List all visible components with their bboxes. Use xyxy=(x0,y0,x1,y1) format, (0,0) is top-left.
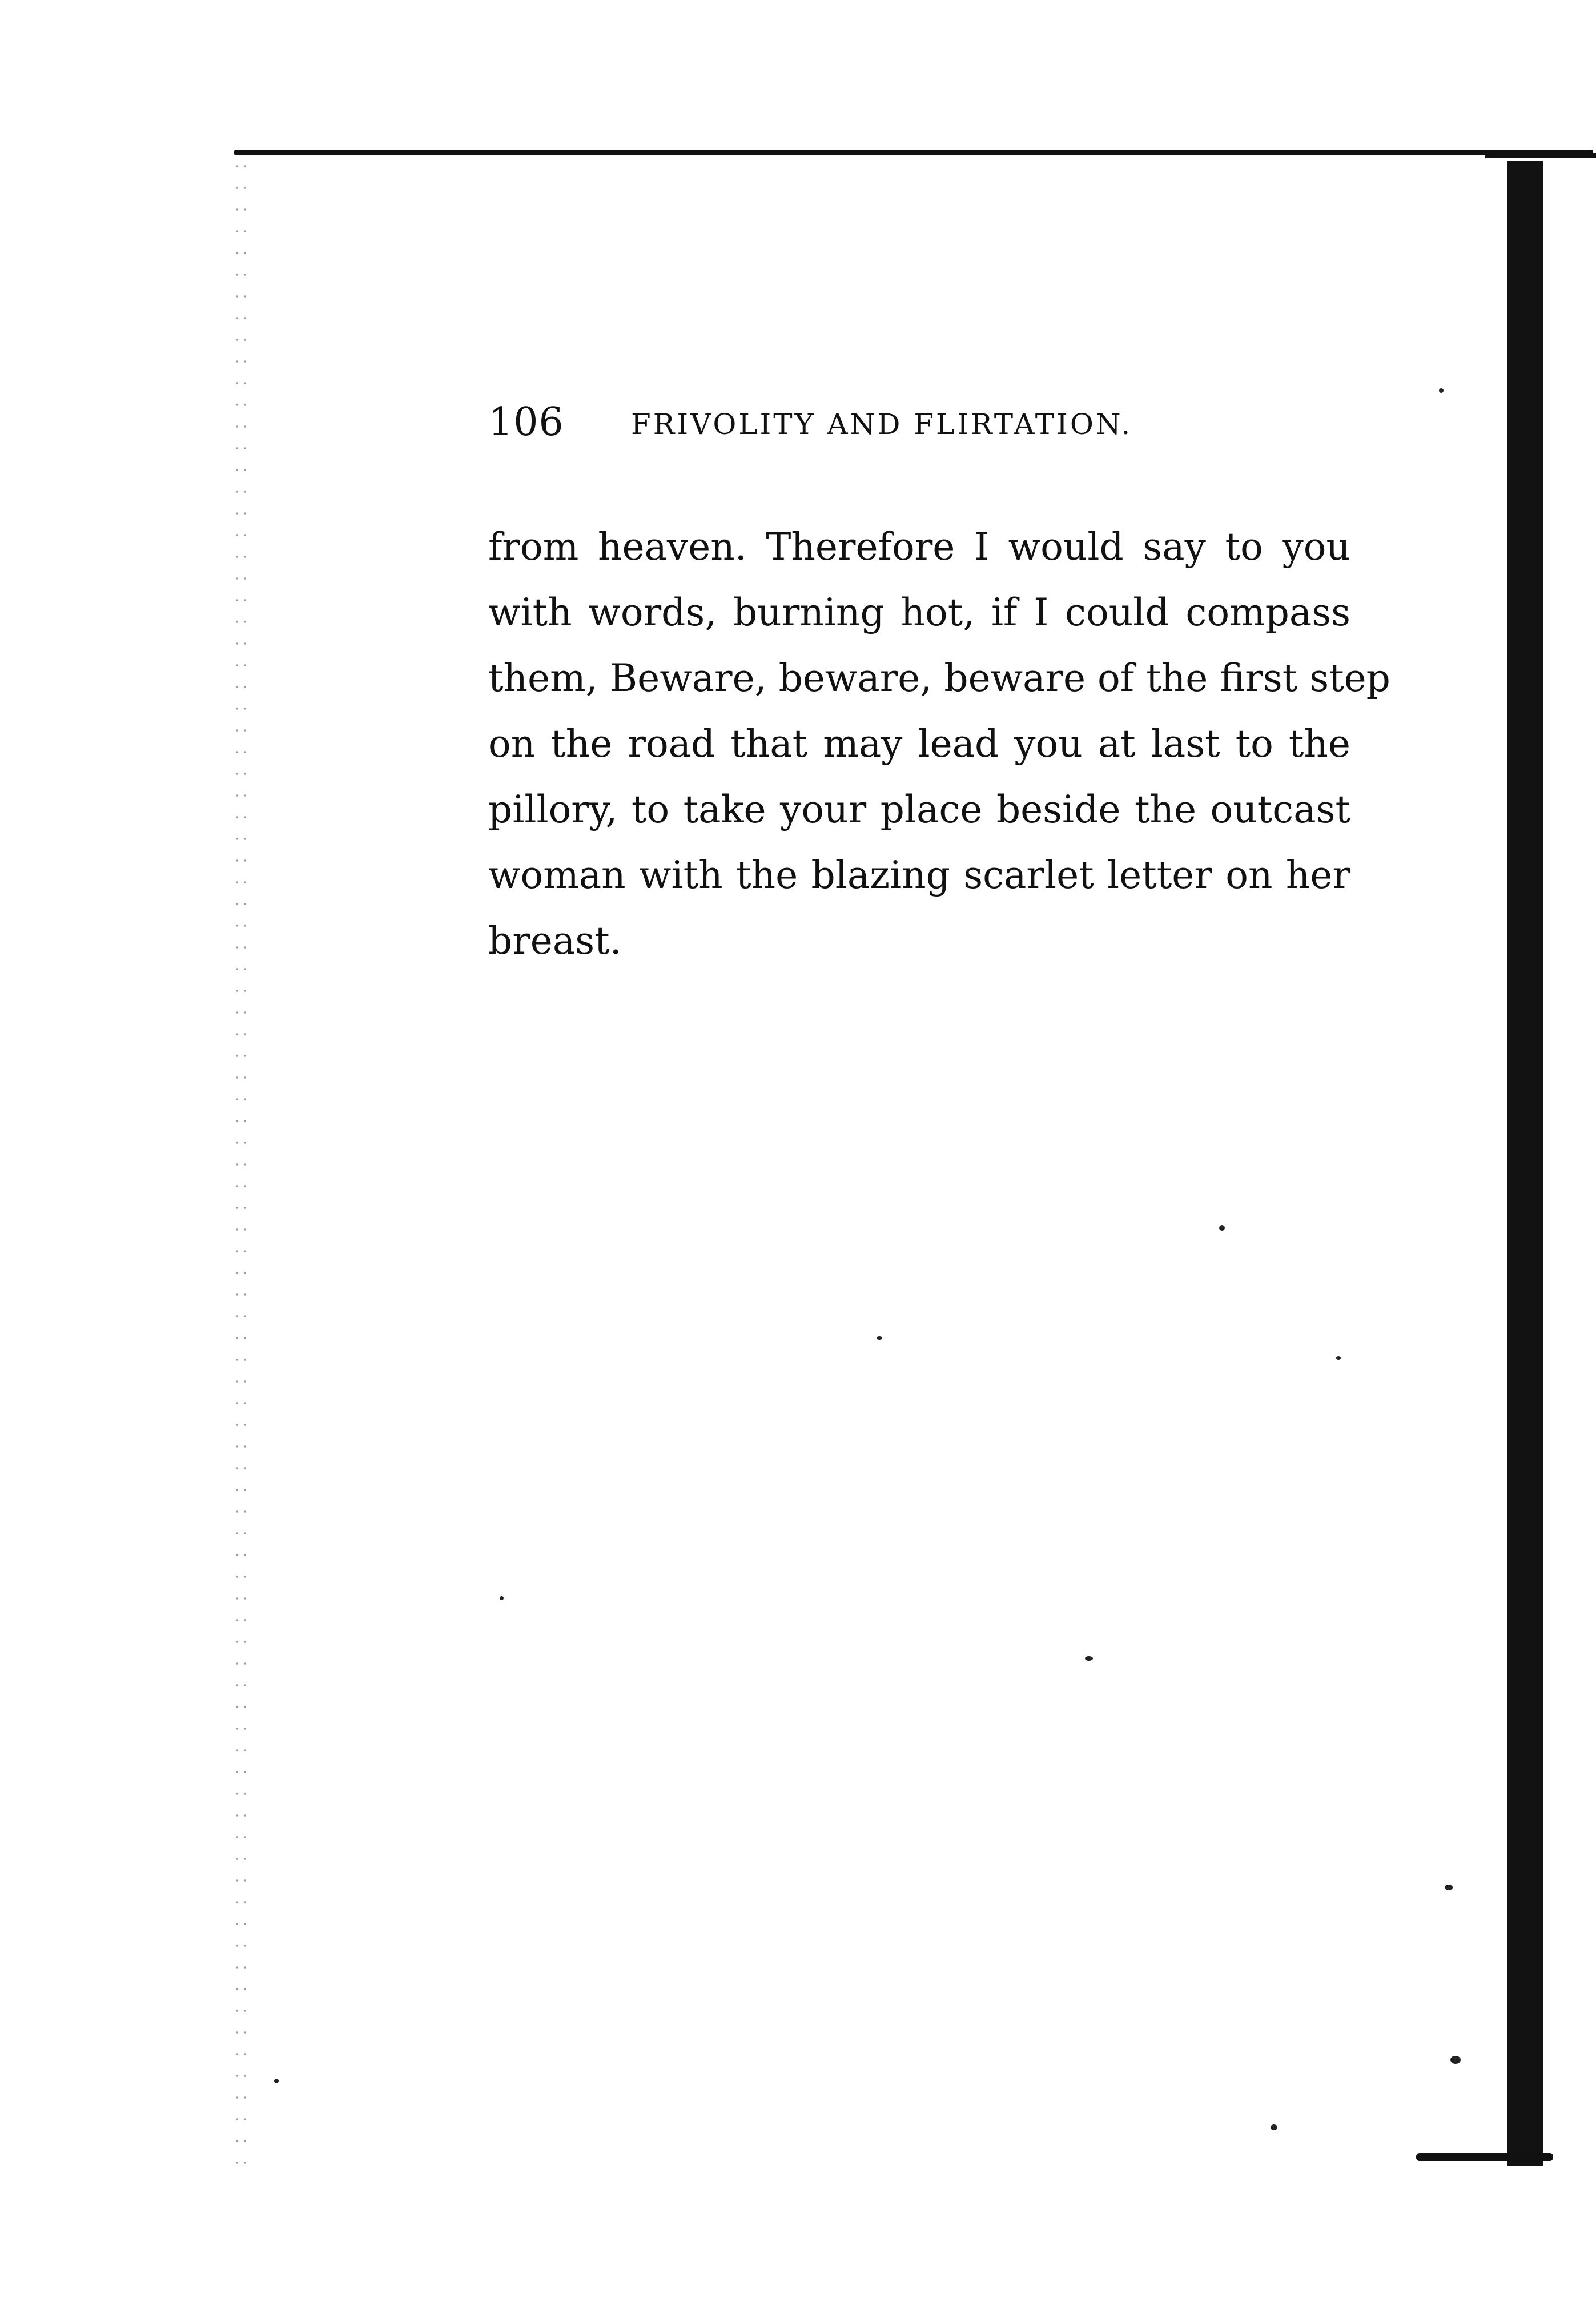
scan-speck xyxy=(1445,1885,1453,1890)
book-spine-bar xyxy=(1507,161,1543,2166)
scan-speck xyxy=(274,2079,279,2083)
body-paragraph xyxy=(488,514,1390,974)
page-number: 106 xyxy=(488,400,564,445)
spine-bottom-cap xyxy=(1416,2153,1553,2161)
scan-speck xyxy=(1336,1356,1341,1360)
scan-speck xyxy=(1450,2056,1461,2064)
scan-speck xyxy=(500,1596,504,1600)
scan-speck xyxy=(1439,388,1444,393)
top-border-rule xyxy=(234,150,1593,155)
text-line: from heaven. Therefore I would say to you xyxy=(488,525,1350,569)
text-line: breast. xyxy=(488,919,622,963)
scan-speck xyxy=(1085,1656,1093,1661)
text-line: them, Beware, beware, beware of the first step xyxy=(488,656,1390,700)
scan-speck xyxy=(1271,2124,1277,2130)
text-line: woman with the blazing scarlet letter on her xyxy=(488,853,1350,897)
scan-speck xyxy=(1219,1225,1225,1231)
running-head: FRIVOLITY AND FLIRTATION. xyxy=(631,408,1133,441)
text-line: with words, burning hot, if I could compass xyxy=(488,590,1350,634)
text-line: pillory, to take your place beside the outcast xyxy=(488,788,1350,831)
scan-speck xyxy=(877,1336,882,1340)
page-header xyxy=(488,400,1356,451)
text-line: on the road that may lead you at last to the xyxy=(488,722,1350,766)
left-gutter-edge xyxy=(233,155,248,2177)
